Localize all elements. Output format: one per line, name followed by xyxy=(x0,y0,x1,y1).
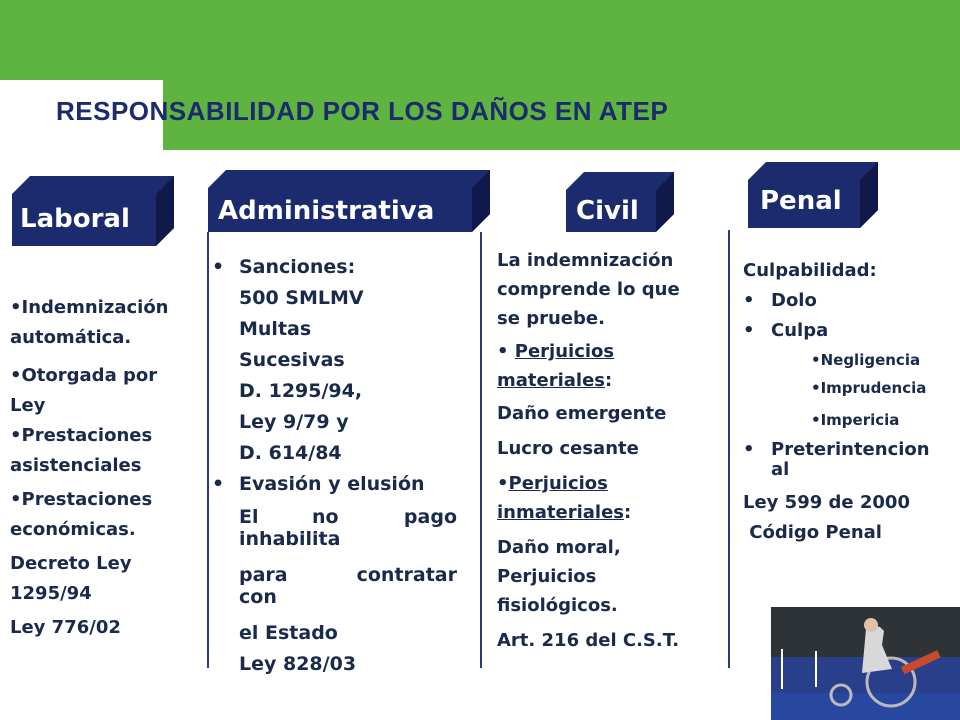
divider-1 xyxy=(207,232,209,668)
list-item: Daño emergente xyxy=(497,403,667,424)
laboral-column xyxy=(10,293,169,643)
wheelchair-photo xyxy=(771,607,960,720)
list-item: económicas. xyxy=(10,519,136,540)
bullet xyxy=(743,316,771,346)
list-item: fisiológicos. xyxy=(497,595,618,616)
list-item: •Otorgada por xyxy=(10,365,158,386)
list-item: •Dolo xyxy=(743,286,930,316)
divider-2 xyxy=(480,232,482,668)
list-item: materiales: xyxy=(497,370,613,391)
list-item: 1295/94 xyxy=(10,583,92,604)
list-item: comprende lo que xyxy=(497,279,680,300)
list-item: •Sanciones: xyxy=(212,252,457,283)
list-item: Lucro cesante xyxy=(497,438,639,459)
list-item: Sucesivas xyxy=(239,349,345,371)
tab-administrativa xyxy=(208,170,490,232)
list-item: inhabilita xyxy=(239,528,341,550)
list-item: •Evasión y elusión xyxy=(212,469,457,500)
list-item: se pruebe. xyxy=(497,308,605,329)
list-item: La indemnización xyxy=(497,250,674,271)
list-item: Ley 828/03 xyxy=(239,653,357,675)
civil-column xyxy=(497,246,680,655)
list-item: D. 1295/94, xyxy=(239,380,363,402)
list-item: Daño moral, xyxy=(497,537,621,558)
list-item: •Indemnización xyxy=(10,297,169,318)
list-item: para contratar xyxy=(239,564,457,586)
tab-laboral-label: Laboral xyxy=(20,204,130,234)
list-item: •Imprudencia xyxy=(811,379,927,397)
list-item: Decreto Ley xyxy=(10,553,132,574)
list-item: •Perjuicios xyxy=(497,473,608,494)
list-item: •Preterintencion xyxy=(743,440,930,460)
list-item: •Negligencia xyxy=(811,351,921,369)
bullet xyxy=(212,252,239,283)
bullet xyxy=(212,469,239,500)
list-item: Art. 216 del C.S.T. xyxy=(497,630,680,651)
bullet xyxy=(743,286,771,316)
list-item: •Prestaciones xyxy=(10,425,153,446)
divider-3 xyxy=(728,230,730,668)
list-item: El no pago xyxy=(239,506,457,528)
administrativa-column xyxy=(212,252,457,680)
list-item: • Perjuicios xyxy=(497,341,615,362)
tab-laboral xyxy=(12,176,174,246)
list-item: Ley 776/02 xyxy=(10,617,121,638)
pole-icon xyxy=(815,651,817,687)
header-band xyxy=(0,0,960,80)
tab-penal-label: Penal xyxy=(760,186,842,216)
list-item: con xyxy=(239,586,277,608)
list-item: Ley 599 de 2000 xyxy=(743,492,910,513)
list-item: D. 614/84 xyxy=(239,442,342,464)
tab-penal xyxy=(748,162,878,228)
tab-civil xyxy=(566,172,674,232)
list-item: 500 SMLMV xyxy=(239,287,364,309)
tab-administrativa-label: Administrativa xyxy=(218,196,435,226)
list-item: asistenciales xyxy=(10,455,142,476)
list-item: •Prestaciones xyxy=(10,489,153,510)
list-item: Culpabilidad: xyxy=(743,260,877,281)
list-item: •Culpa xyxy=(743,316,930,346)
list-item: al xyxy=(771,459,790,480)
pole-icon xyxy=(781,649,783,689)
list-item: Código Penal xyxy=(743,522,882,543)
list-item: Perjuicios xyxy=(497,566,597,587)
list-item: •Impericia xyxy=(811,411,900,429)
list-item: Ley xyxy=(10,395,46,416)
list-item: el Estado xyxy=(239,622,338,644)
list-item: automática. xyxy=(10,327,132,348)
list-item: Multas xyxy=(239,318,312,340)
slide-title: RESPONSABILIDAD POR LOS DAÑOS EN ATEP xyxy=(56,96,669,126)
list-item: inmateriales: xyxy=(497,502,632,523)
bullet xyxy=(743,440,771,460)
penal-column xyxy=(743,256,930,548)
tab-civil-label: Civil xyxy=(576,196,639,226)
list-item: Ley 9/79 y xyxy=(239,411,349,433)
